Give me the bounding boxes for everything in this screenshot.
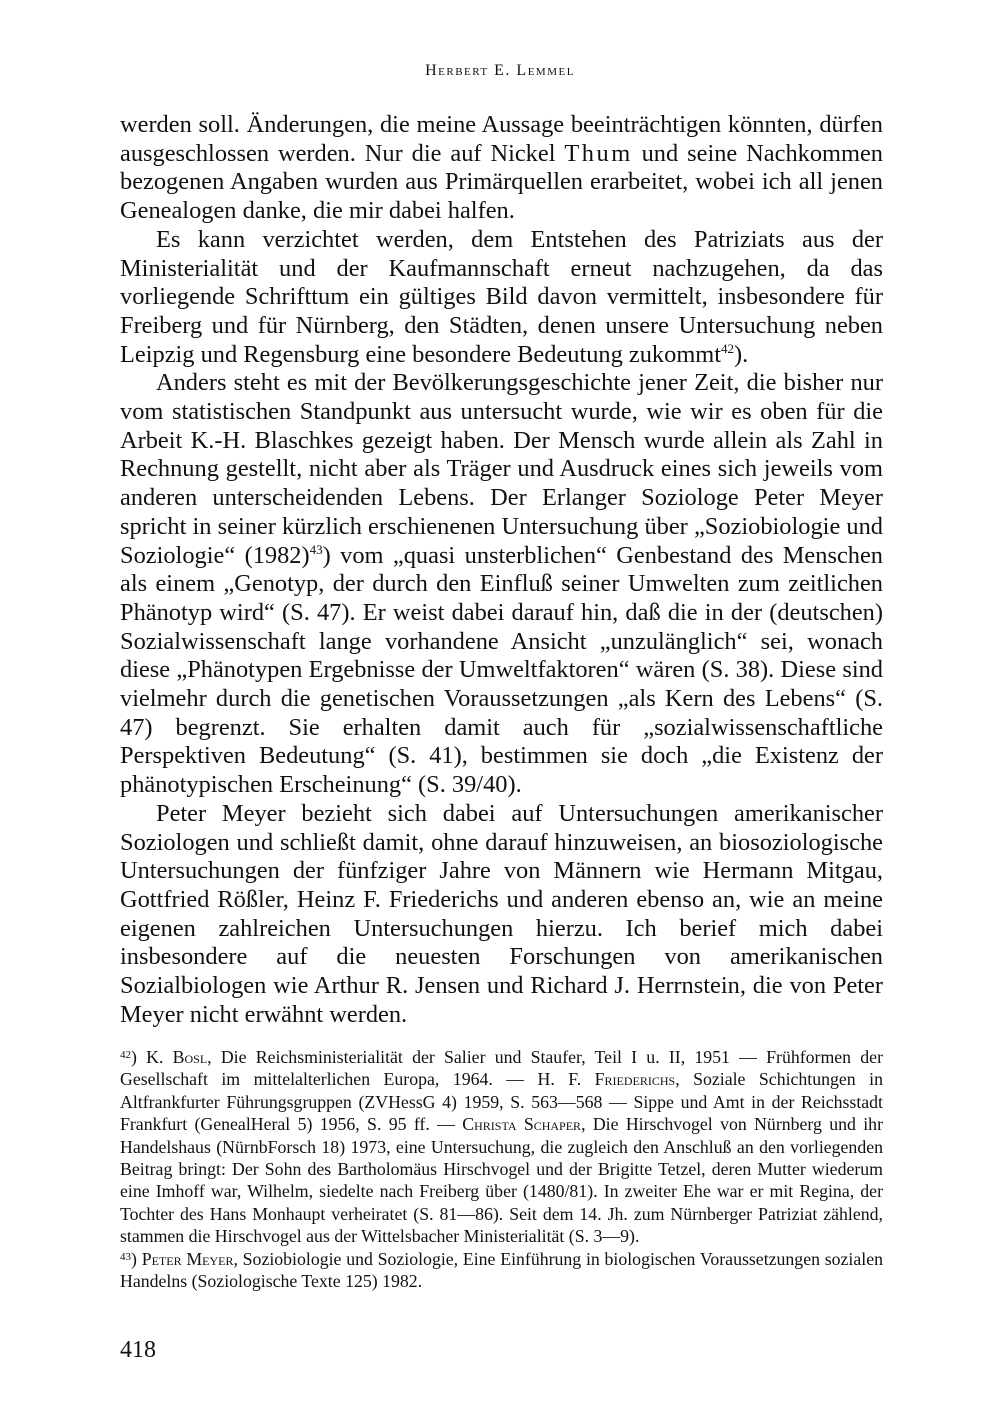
footnote-42-author-1: K. Bosl	[146, 1047, 208, 1067]
paragraph-2-text: Es kann verzichtet werden, dem Entstehen des Patriziats aus der Ministerialität und der Kaufmannschaft erneut nachzugehen, da das vorliegende Schrifttum ein gültiges Bild davon vermittelt, insbesondere für Freiberg und für Nürnberg, den Städten, denen unsere Untersuchung neben Leipzig und Regensburg eine besondere Bedeutung zukommt	[120, 225, 883, 368]
paragraph-1-text-a: werden soll. Änderungen, die meine Aussage beeinträchtigen könnten, dürfen ausgeschlossen werden. Nur die auf Nickel	[120, 111, 883, 167]
footnote-42-mark: 42	[120, 1049, 131, 1061]
footnote-42-author-2: H. F. Friederichs	[537, 1069, 676, 1090]
paragraph-4	[120, 800, 883, 1030]
paragraph-1-text-b: und seine Nachkommen bezogenen Angaben wurden aus Primärquellen erarbeitet, wobei ich all jenen Genealogen danke, die mir dabei halfen.	[120, 139, 883, 225]
footnote-ref-42[interactable]: 42	[721, 340, 735, 356]
paragraph-4-text: Peter Meyer bezieht sich dabei auf Untersuchungen amerikanischer Soziologen und schließt damit, ohne darauf hinzuweisen, an biosoziologische Untersuchungen der fünfziger Jahre von Männern wie Hermann Mitgau, Gottfried Rößler, Heinz F. Friederichs und anderen ebenso an, wie an meine eigenen zahlreichen Untersuchungen hierzu. Ich berief mich dabei insbesondere auf die neuesten Forschungen von amerikanischen Sozialbiologen wie Arthur R. Jensen und Richard J. Herrnstein, die von Peter Meyer nicht erwähnt werden.	[120, 799, 883, 1028]
emphasized-name-thum: Thum	[564, 139, 633, 167]
footnote-42-text-1: , Die Reichsministerialität der Salier und Staufer, Teil I u. II, 1951 — Frühformen der Gesellschaft im mittelalterlichen Europa, 1964. —	[120, 1047, 883, 1090]
paragraph-2	[120, 226, 883, 370]
paragraph-3-text-b: ) vom „quasi unsterblichen“ Genbestand des Menschen als einem „Genotyp, der durch den Einfluß seiner Umwelten zum zeitlichen Phänotyp wird“ (S. 47). Er weist dabei darauf hin, daß die in der (deutschen) Sozialwissenschaft lange vorhandene Ansicht „unzulänglich“ sei, wonach diese „Phänotypen Ergebnisse der Umweltfaktoren“ wären (S. 38). Diese sind vielmehr durch die genetischen Voraussetzungen „als Kern des Lebens“ (S. 47) begrenzt. Sie erhalten damit auch für „sozialwissenschaftliche Perspektiven Bedeutung“ (S. 41), bestimmen sie doch „die Existenz der phänotypischen Erscheinung“ (S. 39/40).	[120, 541, 883, 799]
paragraph-3	[120, 369, 883, 800]
footnote-42-text-2: , Soziale Schichtungen in Altfrankfurter Führungsgruppen (ZVHessG 4) 1959, S. 563—568 — Sippe und Amt in der Reichsstadt Frankfurt (GenealHeral 5) 1956, S. 95 ff. —	[120, 1069, 883, 1135]
page-number: 418	[120, 1337, 156, 1363]
footnote-ref-43[interactable]: 43	[309, 541, 323, 557]
footnote-43-mark: 43	[120, 1250, 131, 1263]
paragraph-1	[120, 111, 883, 226]
paragraph-2-end: ).	[734, 340, 749, 368]
paragraph-3-text-a: Anders steht es mit der Bevölkerungsgeschichte jener Zeit, die bisher nur vom statistischen Standpunkt aus untersucht wurde, wie wir es oben für die Arbeit K.-H. Blaschkes gezeigt haben. Der Mensch wurde allein als Zahl in Rechnung gestellt, nicht aber als Träger und Ausdruck eines sich jeweils vom anderen unterscheidenden Lebens. Der Erlanger Soziologe Peter Meyer spricht in seiner kürzlich erschienenen Untersuchung über „Soziobiologie und Soziologie“ (1982)	[120, 369, 883, 569]
footnotes	[120, 1046, 883, 1292]
footnote-43-text: , Soziobiologie und Soziologie, Eine Einführung in biologischen Voraussetzungen sozialen Handelns (Soziologische Texte 125) 1982.	[120, 1248, 883, 1292]
footnote-42-text-3: , Die Hirschvogel von Nürnberg und ihr Handelshaus (NürnbForsch 18) 1973, eine Untersuchung, die zugleich den Anschluß an den vorliegenden Beitrag bringt: Der Sohn des Bartholomäus Hirschvogel und der Brigitte Tetzel, deren Mutter wiederum eine Imhoff war, Wilhelm, siedelte nach Freiberg über (1480/81). In zweiter Ehe war er mit Regina, der Tochter des Hans Monhaupt verheiratet (S. 81—86). Seit dem 14. Jh. zum Nürnberger Patriziat zählend, stammen die Hirschvogel aus der Wittelsbacher Ministerialität (S. 3—9).	[120, 1114, 883, 1247]
footnote-43: $^{43}$) Peter Meyer, Soziobiologie und Soziologie, Eine Einführung in biologischen Voraussetzungen sozialen Handelns (Soziologische Texte 125) 1982.	[120, 1248, 883, 1292]
footnote-42-author-3: Christa Schaper	[462, 1114, 582, 1135]
main-text	[120, 111, 883, 1030]
footnote-43-author: Peter Meyer	[141, 1248, 234, 1269]
running-head: Herbert E. Lemmel	[425, 62, 575, 79]
footnote-42: $^{42}$) K. Bosl, Die Reichsministerialität der Salier und Staufer, Teil I u. II, 1951 — Frühformen der Gesellschaft im mittelalterlichen Europa, 1964. — H. F. Friederichs, Soziale Schichtungen in Altfrankfurter Führungsgruppen (ZVHessG 4) 1959, S. 563—568 — Sippe und Amt in der Reichsstadt Frankfurt (GenealHeral 5) 1956, S. 95 ff. — Christa Schaper, Die Hirschvogel von Nürnberg und ihr Handelshaus (NürnbForsch 18) 1973, eine Untersuchung, die zugleich den Anschluß an den vorliegenden Beitrag bringt: Der Sohn des Bartholomäus Hirschvogel und der Brigitte Tetzel, deren Mutter wiederum eine Imhoff war, Wilhelm, siedelte nach Freiberg über (1480/81). In zweiter Ehe war er mit Regina, der Tochter des Hans Monhaupt verheiratet (S. 81—86). Seit dem 14. Jh. zum Nürnberger Patriziat zählend, stammen die Hirschvogel aus der Wittelsbacher Ministerialität (S. 3—9).	[120, 1047, 883, 1247]
